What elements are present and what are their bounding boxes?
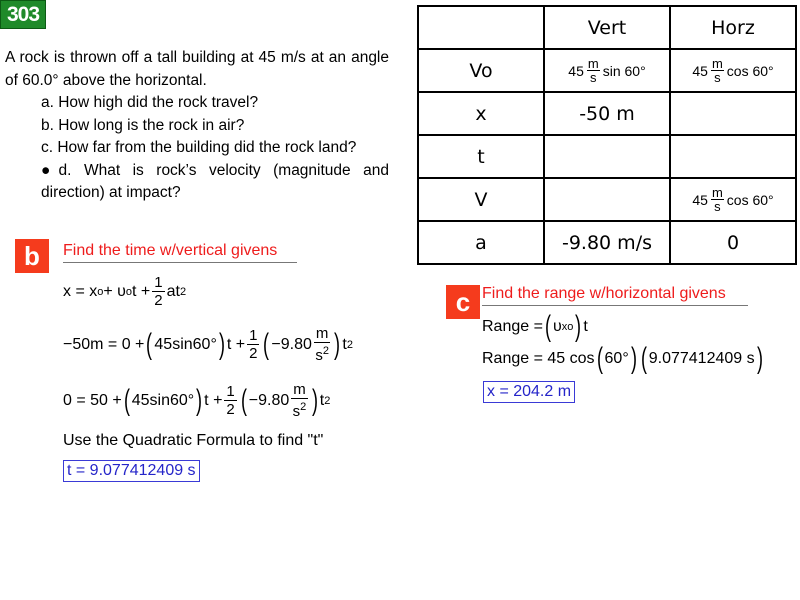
quadratic-note: Use the Quadratic Formula to find "t"	[63, 432, 324, 449]
eq-text: t +	[226, 335, 246, 353]
equation-range-values: Range = 45 cos ( 60° ) ( 9.077412409 s )	[482, 342, 763, 375]
table-header-vert: Vert	[544, 6, 670, 49]
eq-text: t	[342, 335, 347, 353]
frac-den: 2	[249, 345, 258, 362]
equation-kinematic	[63, 274, 186, 309]
eq-text: 45sin60°	[131, 391, 195, 409]
table-row	[418, 49, 796, 92]
row-label: x	[418, 92, 544, 135]
question-d	[5, 160, 389, 205]
trig-term: cos 60°	[726, 62, 774, 79]
eq-text: 9.077412409 s	[648, 350, 755, 367]
trig-term: sin 60°	[602, 62, 646, 79]
table-row	[418, 135, 796, 178]
table-row	[418, 92, 796, 135]
eq-text: 60°	[604, 350, 629, 367]
table-header-cell	[418, 6, 544, 49]
eq-sub: xo	[561, 321, 574, 333]
eq-sub: o	[97, 285, 104, 298]
table-cell	[544, 178, 670, 221]
eq-sup: 2	[179, 285, 187, 298]
frac-den: 2	[154, 292, 163, 309]
eq-sub: o	[125, 285, 133, 298]
eq-text: + υ	[103, 282, 126, 300]
answer-time: t = 9.077412409 s	[63, 460, 200, 482]
frac-num: 1	[154, 274, 163, 291]
table-cell: -50 m	[544, 92, 670, 135]
part-b-label: b	[15, 239, 49, 273]
givens-table	[417, 5, 797, 265]
table-cell	[544, 135, 670, 178]
eq-text: x = x	[63, 282, 98, 300]
trig-term: cos 60°	[726, 191, 774, 208]
table-header-horz: Horz	[670, 6, 796, 49]
row-label: Vo	[418, 49, 544, 92]
table-cell	[670, 178, 796, 221]
unit-den: s	[714, 70, 721, 85]
row-label: t	[418, 135, 544, 178]
eq-text: Range = 45 cos	[482, 350, 595, 367]
unit-den: s	[590, 70, 597, 85]
table-row	[418, 178, 796, 221]
part-c-header: Find the range w/horizontal givens	[482, 285, 748, 306]
frac-num: 1	[249, 327, 258, 344]
eq-text: at	[166, 282, 180, 300]
unit-num: m	[711, 56, 723, 71]
frac-den: 2	[226, 401, 235, 418]
problem-intro: A rock is thrown off a tall building at 45 m/s at an angle of 60.0° above the horizontal.	[5, 49, 389, 89]
table-cell	[670, 92, 796, 135]
unit-num: m	[711, 185, 723, 200]
eq-text: t	[319, 391, 325, 409]
equation-range: Range = ( υ xo ) t	[482, 310, 588, 343]
eq-sup: 2	[322, 345, 329, 357]
coef: 45	[692, 191, 708, 208]
eq-text: t	[583, 318, 588, 335]
question-b: b. How long is the rock in air?	[41, 116, 245, 134]
slide-number-badge: 303	[0, 0, 46, 29]
question-d-text: d. What is rock’s velocity (magnitude and direction) at impact?	[41, 161, 389, 201]
eq-text: −50m = 0 +	[63, 335, 145, 353]
coef: 45	[568, 62, 584, 79]
frac-num: m	[315, 325, 329, 342]
table-cell	[670, 49, 796, 92]
coef: 45	[692, 62, 708, 79]
equation-rearranged: 0 = 50 + ( 45sin60° ) t + $\frac{1}{2}$ ( −9.80 m $s^2$ ) t 2	[63, 381, 331, 420]
frac-num: 1	[226, 383, 235, 400]
row-label: V	[418, 178, 544, 221]
table-cell	[544, 49, 670, 92]
table-cell: -9.80 m/s	[544, 221, 670, 264]
equation-substituted: −50m = 0 + ( 45sin60° ) t + $\frac{1}{2}$ ( −9.80 m $s^2$ ) t 2	[63, 325, 353, 364]
eq-text: −9.80	[248, 391, 290, 409]
table-cell: 0	[670, 221, 796, 264]
part-b-header: Find the time w/vertical givens	[63, 242, 297, 263]
eq-sup: 2	[324, 394, 331, 407]
frac-den: s	[292, 403, 301, 420]
part-c-label: c	[446, 285, 480, 319]
question-c: c. How far from the building did the rock land?	[41, 139, 357, 156]
eq-text: 0 = 50 +	[63, 391, 122, 409]
unit-den: s	[714, 199, 721, 214]
table-header-row	[418, 6, 796, 49]
answer-range: x = 204.2 m	[483, 381, 575, 403]
problem-statement	[5, 47, 389, 205]
table-row	[418, 221, 796, 264]
eq-text: Range =	[482, 318, 543, 335]
eq-sup: 2	[346, 338, 353, 351]
eq-text: υ	[552, 318, 562, 335]
bullet-icon: ●	[41, 161, 59, 179]
unit-num: m	[587, 56, 599, 71]
eq-text: t +	[204, 391, 223, 409]
question-a: a. How high did the rock travel?	[41, 94, 259, 111]
row-label: a	[418, 221, 544, 264]
eq-sup: 2	[300, 401, 307, 413]
eq-text: t +	[132, 282, 151, 300]
eq-text: 45sin60°	[154, 335, 217, 353]
frac-num: m	[293, 381, 306, 398]
table-cell	[670, 135, 796, 178]
eq-text: −9.80	[271, 335, 312, 353]
frac-den: s	[315, 347, 323, 364]
